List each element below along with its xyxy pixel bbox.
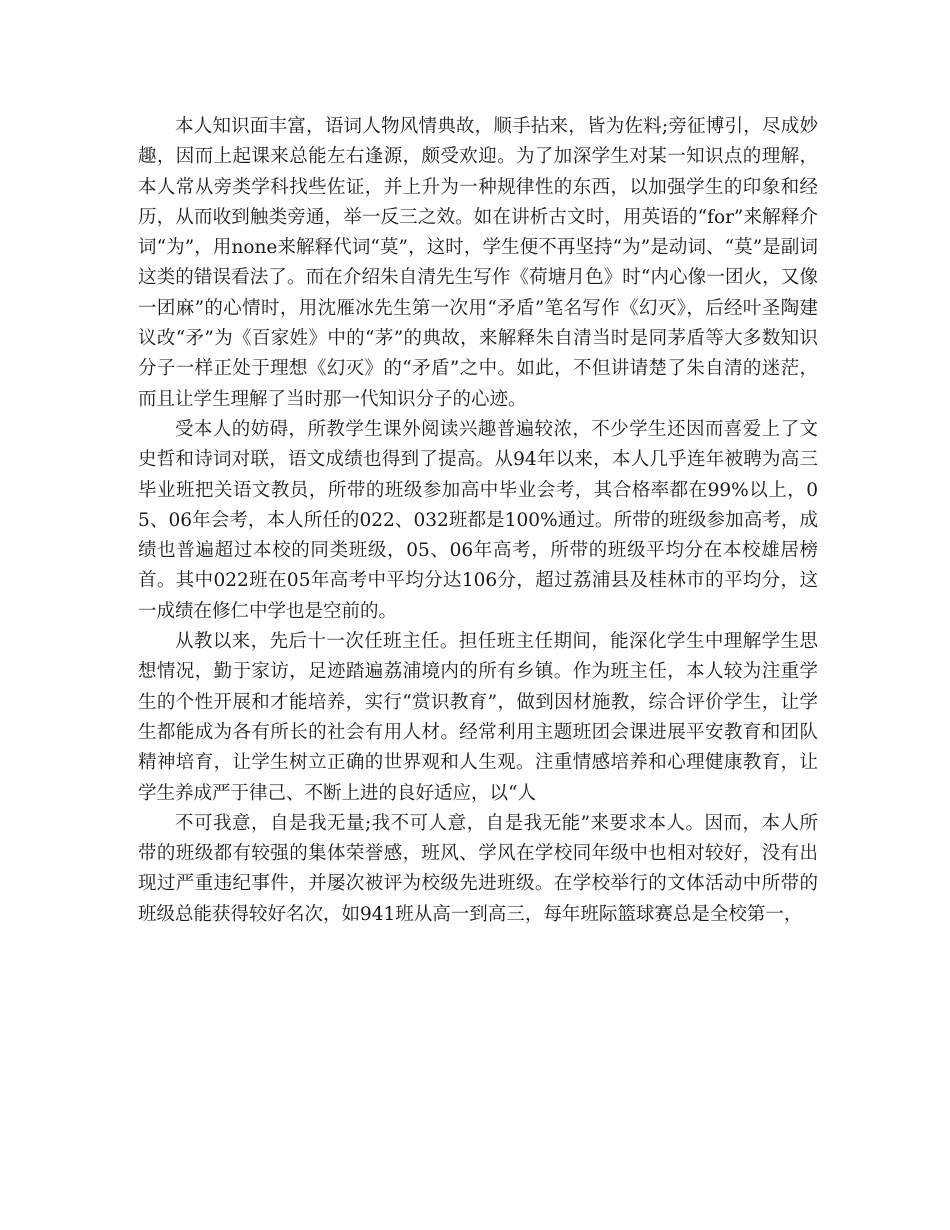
document-body xyxy=(138,112,818,930)
paragraph-class-teacher: 从教以来，先后十一次任班主任。担任班主任期间，能深化学生中理解学生思想情况，勤于家访，足迹踏遍荔浦境内的所有乡镇。作为班主任，本人较为注重学生的个性开展和才能培养，实行“赏识教育”，做到因材施教，综合评价学生，让学生都能成为各有所长的社会有用人材。经常利用主题班团会课进展平安教育和团队精神培育，让学生树立正确的世界观和人生观。注重情感培养和心理健康教育，让学生养成严于律己、不断上进的良好适应，以“人 xyxy=(138,631,818,804)
paragraph-teaching-method: 本人知识面丰富，语词人物风情典故，顺手拈来，皆为佐料;旁征博引，尽成妙趣，因而上起课来总能左右逢源，颇受欢迎。为了加深学生对某一知识点的理解，本人常从旁类学科找些佐证，并上升为一种规律性的东西，以加强学生的印象和经历，从而收到触类旁通，举一反三之效。如在讲析古文时，用英语的“for”来解释介词“为”，用none来解释代词“莫”，这时，学生便不再坚持“为”是动词、“莫”是副词这类的错误看法了。而在介绍朱自清先生写作《荷塘月色》时“内心像一团火，又像一团麻”的心情时，用沈雁冰先生第一次用“矛盾”笔名写作《幻灭》，后经叶圣陶建议改“矛”为《百家姓》中的“茅”的典故，来解释朱自清当时是同茅盾等大多数知识分子一样正处于理想《幻灭》的“矛盾”之中。如此，不但讲请楚了朱自清的迷茫，而且让学生理解了当时那一代知识分子的心迹。 xyxy=(138,116,818,410)
paragraph-class-honors: 不可我意，自是我无量;我不可人意，自是我无能”来要求本人。因而，本人所带的班级都有较强的集体荣誉感，班风、学风在学校同年级中也相对较好，没有出现过严重违纪事件，并屡次被评为校级先进班级。在学校举行的文体活动中所带的班级总能获得较好名次，如941班从高一到高三，每年班际篮球赛总是全校第一， xyxy=(138,812,818,925)
paragraph-exam-results: 受本人的妨碍，所教学生课外阅读兴趣普遍较浓，不少学生还因而喜爱上了文史哲和诗词对联，语文成绩也得到了提高。从94年以来，本人几乎连年被聘为高三毕业班把关语文教员，所带的班级参加高中毕业会考，其合格率都在99%以上，05、06年会考，本人所任的022、032班都是100%通过。所带的班级参加高考，成绩也普遍超过本校的同类班级，05、06年高考，所带的班级平均分在本校雄居榜首。其中022班在05年高考中平均分达106分，超过荔浦县及桂林市的平均分，这一成绩在修仁中学也是空前的。 xyxy=(138,418,818,622)
